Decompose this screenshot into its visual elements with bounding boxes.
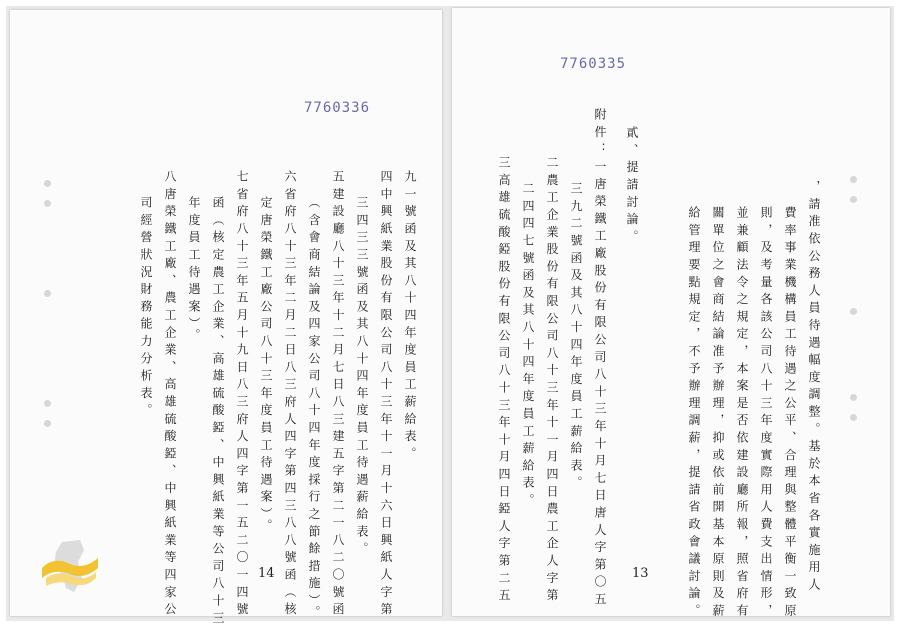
text-column: 三四三三號函及其八十四年度員工待遇薪給表。 [355, 196, 369, 560]
text-column: （含會商結論及四家公司八十四年度採行之節餘措施）。 [307, 196, 321, 623]
text-column: 司經營狀況財務能力分析表。 [139, 196, 153, 421]
section-heading: 貳、提請討論。 [625, 126, 639, 248]
binding-hole [44, 290, 51, 297]
left-page [10, 10, 442, 629]
document-stamp-number: 7760336 [304, 100, 371, 116]
text-column: 四中興紙業股份有限公司八十三年十一月十六日興紙人字第 [379, 170, 393, 620]
right-page [452, 8, 890, 622]
text-column: 附件：一唐榮鐵工廠股份有限公司八十三年十月七日唐人字第〇五 [593, 108, 607, 610]
page-number: 14 [258, 566, 275, 581]
text-column: 函（核定農工企業、高雄硫酸錏、中興紙業等公司八十三 [211, 196, 225, 629]
text-column: 二農工企業股份有限公司八十三年十一月四日農工企人字第 [545, 156, 559, 606]
text-column: ，請准依公務人員待遇幅度調整。基於本省各實施用人 [807, 180, 821, 596]
text-column: 則，及考量各該公司八十三年度實際用人費支出情形， [759, 206, 773, 622]
binding-hole [44, 200, 51, 207]
document-spread [6, 6, 894, 629]
binding-hole [850, 176, 857, 183]
text-column: 年度員工待遇案）。 [187, 196, 201, 346]
text-column: 費率事業機構員工待遇之公平、合理與整體平衡一致原 [783, 206, 797, 622]
binding-hole [44, 180, 51, 187]
archive-logo-icon [40, 538, 100, 596]
text-column: 三九二號函及其八十四年度員工薪給表。 [569, 182, 583, 494]
text-column: 並兼顧法令之規定，本案是否依建設廳所報，照省府有 [735, 206, 749, 622]
binding-hole [44, 420, 51, 427]
binding-hole [850, 308, 857, 315]
text-column: 六省府八十三年二月二日八三府人四字第四三八八號函（核 [283, 170, 297, 620]
text-column: 二四四七號函及其八十四年度員工薪給表。 [521, 182, 535, 511]
text-column: 九一號函及其八十四年度員工薪給表。 [403, 170, 417, 465]
binding-hole [44, 400, 51, 407]
text-column: 關單位之會商結論准予辦理，抑或依前開基本原則及薪 [711, 206, 725, 622]
text-column: 定唐榮鐵工廠公司八十三年度員工待遇案）。 [259, 196, 273, 536]
page-number: 13 [632, 566, 649, 581]
text-column: 八唐榮鐵工廠、農工企業、高雄硫酸錏、中興紙業等四家公 [163, 170, 177, 620]
text-column: 七省府八十三年五月十九日八三府人四字第一五二〇一四號 [235, 170, 249, 620]
binding-hole [850, 394, 857, 401]
binding-hole [850, 414, 857, 421]
text-column: 三高雄硫酸錏股份有限公司八十三年十月四日錏人字第二五 [497, 156, 511, 606]
text-column: 五建設廳八十三年十二月七日八三建五字第二一八二〇號函 [331, 170, 345, 620]
binding-hole [850, 196, 857, 203]
document-stamp-number: 7760335 [560, 56, 627, 72]
text-column: 給管理要點規定，不予辦理調薪，提請省政會議討論。 [687, 206, 701, 622]
